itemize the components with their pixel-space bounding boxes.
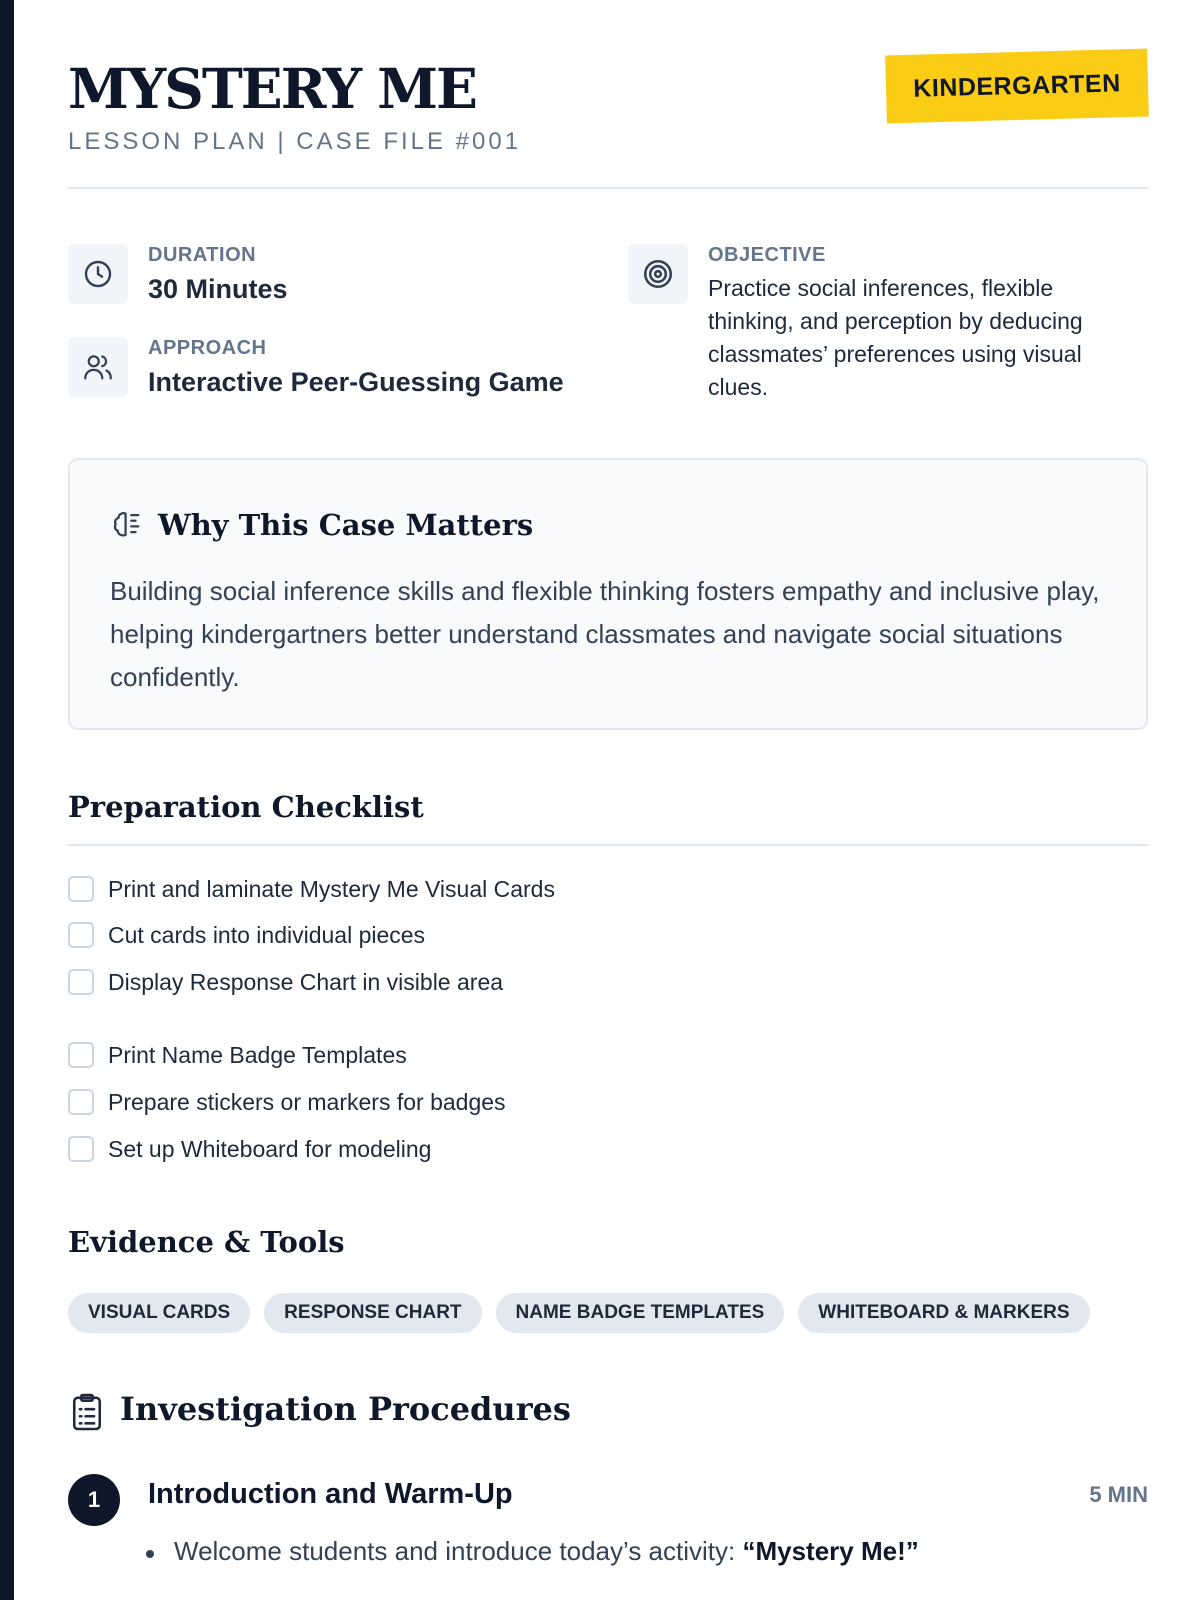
step-bullet-text: Welcome students and introduce today’s activity: bbox=[174, 1536, 743, 1566]
objective-label: OBJECTIVE bbox=[708, 244, 826, 266]
checklist-item-label: Display Response Chart in visible area bbox=[108, 968, 504, 995]
meta-duration bbox=[68, 244, 588, 314]
step-bullet-emphasis: “Mystery Me!” bbox=[742, 1536, 919, 1566]
checklist-item-label: Set up Whiteboard for modeling bbox=[108, 1135, 432, 1162]
tool-chip: NAME BADGE TEMPLATES bbox=[496, 1293, 785, 1333]
checkbox[interactable] bbox=[68, 969, 94, 995]
step-number-badge: 1 bbox=[68, 1474, 120, 1526]
why-title: Why This Case Matters bbox=[158, 508, 534, 542]
checkbox[interactable] bbox=[68, 1042, 94, 1068]
checkbox[interactable] bbox=[68, 1136, 94, 1162]
checklist-title: Preparation Checklist bbox=[68, 790, 424, 824]
checkbox[interactable] bbox=[68, 876, 94, 902]
checklist-item-label: Print and laminate Mystery Me Visual Cards bbox=[108, 875, 555, 902]
brain-icon bbox=[110, 508, 144, 547]
checklist-item-label: Print Name Badge Templates bbox=[108, 1041, 407, 1068]
checkbox[interactable] bbox=[68, 1089, 94, 1115]
checklist-item[interactable] bbox=[68, 967, 503, 997]
checklist-item[interactable] bbox=[68, 920, 425, 950]
page-subtitle: LESSON PLAN | CASE FILE #001 bbox=[68, 128, 522, 155]
page-title: MYSTERY ME bbox=[68, 56, 476, 121]
approach-label: APPROACH bbox=[148, 337, 267, 359]
checklist-item[interactable] bbox=[68, 1134, 431, 1164]
duration-label: DURATION bbox=[148, 244, 257, 266]
duration-value: 30 Minutes bbox=[148, 274, 288, 304]
clock-icon bbox=[68, 244, 128, 304]
checklist-item-label: Prepare stickers or markers for badges bbox=[108, 1088, 506, 1115]
step-bullet bbox=[146, 1536, 919, 1567]
why-body: Building social inference skills and flexible thinking fosters empathy and inclusive play, helping kindergartners better understand classmates and navigate social situations confidently. bbox=[110, 576, 1100, 692]
checklist-item[interactable] bbox=[68, 1040, 407, 1070]
checklist-item-label: Cut cards into individual pieces bbox=[108, 921, 426, 948]
left-accent-bar bbox=[0, 0, 14, 1600]
checklist-item[interactable] bbox=[68, 1087, 506, 1117]
tools-chip-list bbox=[68, 1293, 1090, 1333]
clipboard-icon bbox=[70, 1392, 104, 1437]
step-title: Introduction and Warm-Up bbox=[148, 1478, 513, 1510]
tool-chip: RESPONSE CHART bbox=[264, 1293, 481, 1333]
why-this-case-matters-card bbox=[68, 458, 1148, 730]
meta-objective bbox=[628, 244, 1148, 414]
tool-chip: VISUAL CARDS bbox=[68, 1293, 250, 1333]
objective-text: Practice social inferences, flexible thinking, and perception by deducing classmates’ preferences using visual clues. bbox=[708, 275, 1083, 400]
checklist-divider bbox=[68, 844, 1148, 846]
checklist-item[interactable] bbox=[68, 874, 555, 904]
header-divider bbox=[68, 187, 1148, 189]
target-icon bbox=[628, 244, 688, 304]
procedures-title: Investigation Procedures bbox=[120, 1390, 571, 1428]
tool-chip: WHITEBOARD & MARKERS bbox=[798, 1293, 1089, 1333]
tools-title: Evidence & Tools bbox=[68, 1225, 345, 1259]
step-duration: 5 MIN bbox=[1089, 1482, 1148, 1507]
checkbox[interactable] bbox=[68, 922, 94, 948]
grade-badge: KINDERGARTEN bbox=[885, 49, 1149, 124]
approach-value: Interactive Peer-Guessing Game bbox=[148, 367, 564, 397]
meta-approach bbox=[68, 337, 628, 407]
users-icon bbox=[68, 337, 128, 397]
